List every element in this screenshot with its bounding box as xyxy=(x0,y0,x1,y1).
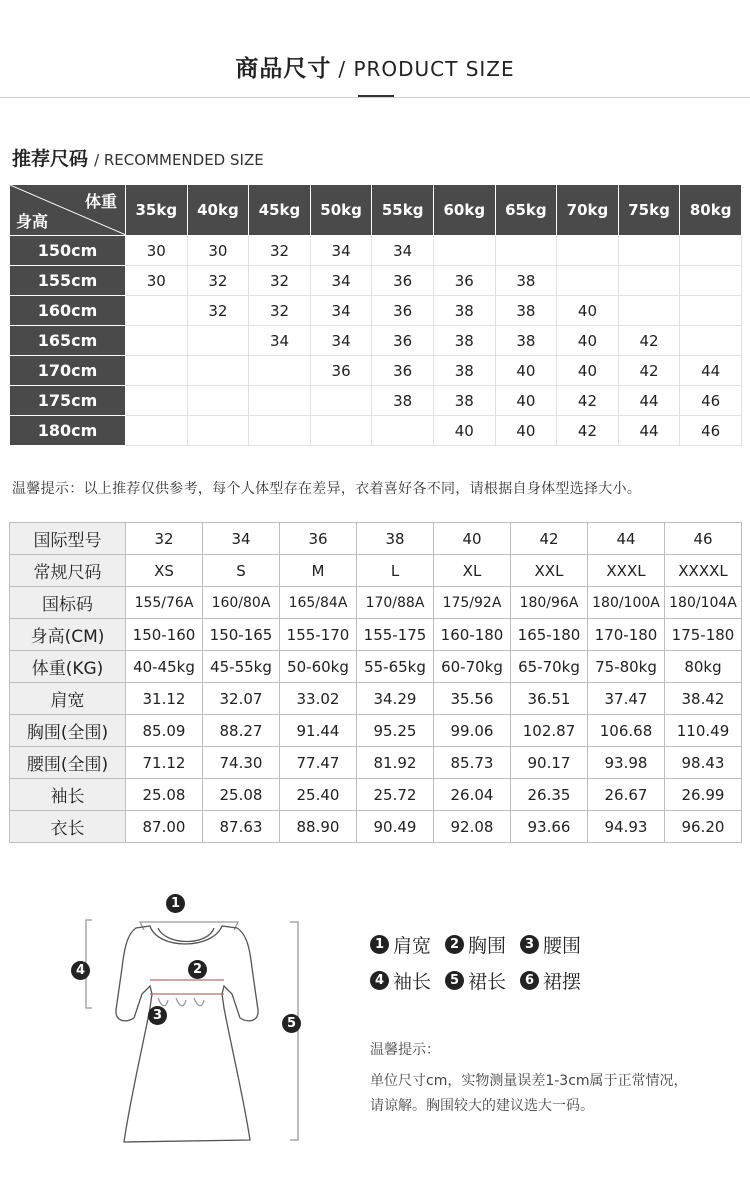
size-cell xyxy=(495,236,557,266)
legend-item xyxy=(445,967,506,994)
legend-number-icon: 4 xyxy=(370,971,389,990)
size-cell xyxy=(187,386,249,416)
size-cell: 30 xyxy=(126,236,188,266)
spec-cell: 74.30 xyxy=(203,747,280,779)
table-row xyxy=(10,555,742,587)
marker-5-icon: 5 xyxy=(282,1014,301,1033)
size-cell: 32 xyxy=(187,296,249,326)
spec-cell: 71.12 xyxy=(126,747,203,779)
size-cell: 38 xyxy=(495,296,557,326)
size-cell xyxy=(372,416,434,446)
legend-item xyxy=(370,967,431,994)
weight-header: 50kg xyxy=(310,185,372,236)
spec-label: 胸围(全围) xyxy=(10,715,126,747)
size-cell xyxy=(680,236,742,266)
size-cell: 40 xyxy=(557,356,619,386)
spec-cell: 96.20 xyxy=(665,811,742,843)
spec-cell: 106.68 xyxy=(588,715,665,747)
size-cell: 42 xyxy=(618,326,680,356)
table-row xyxy=(10,356,742,386)
spec-cell: 175/92A xyxy=(434,587,511,619)
table-row xyxy=(10,416,742,446)
height-header: 170cm xyxy=(10,356,126,386)
spec-cell: 180/104A xyxy=(665,587,742,619)
size-cell: 40 xyxy=(557,326,619,356)
spec-cell: 165-180 xyxy=(511,619,588,651)
size-cell: 40 xyxy=(495,356,557,386)
size-cell: 34 xyxy=(310,326,372,356)
spec-cell: 180/96A xyxy=(511,587,588,619)
size-cell xyxy=(249,356,311,386)
legend-number-icon: 3 xyxy=(520,935,539,954)
spec-cell: 99.06 xyxy=(434,715,511,747)
table-corner xyxy=(10,185,126,236)
weight-header: 75kg xyxy=(618,185,680,236)
spec-cell: 94.93 xyxy=(588,811,665,843)
spec-cell: 98.43 xyxy=(665,747,742,779)
size-cell: 38 xyxy=(495,326,557,356)
table-row xyxy=(10,779,742,811)
legend-label: 腰围 xyxy=(543,934,582,957)
measurement-legend xyxy=(370,926,595,998)
spec-cell: 35.56 xyxy=(434,683,511,715)
height-header: 175cm xyxy=(10,386,126,416)
size-cell: 30 xyxy=(126,266,188,296)
size-cell xyxy=(126,326,188,356)
size-cell: 44 xyxy=(618,386,680,416)
spec-label: 袖长 xyxy=(10,779,126,811)
spec-cell: 88.27 xyxy=(203,715,280,747)
legend-item xyxy=(370,931,431,958)
height-header: 155cm xyxy=(10,266,126,296)
size-cell: 38 xyxy=(433,356,495,386)
spec-cell: 45-55kg xyxy=(203,651,280,683)
spec-cell: 170-180 xyxy=(588,619,665,651)
spec-cell: 165/84A xyxy=(280,587,357,619)
marker-4-icon: 4 xyxy=(71,961,90,980)
size-cell: 36 xyxy=(372,326,434,356)
corner-weight-label: 体重 xyxy=(84,192,117,211)
table-row xyxy=(10,326,742,356)
spec-cell: 32.07 xyxy=(203,683,280,715)
spec-cell: 25.40 xyxy=(280,779,357,811)
spec-label: 常规尺码 xyxy=(10,555,126,587)
size-cell: 36 xyxy=(372,356,434,386)
size-cell: 46 xyxy=(680,416,742,446)
size-cell: 40 xyxy=(557,296,619,326)
size-cell xyxy=(557,236,619,266)
legend-label: 胸围 xyxy=(468,934,507,957)
size-cell: 46 xyxy=(680,386,742,416)
size-cell xyxy=(126,386,188,416)
size-cell: 38 xyxy=(433,326,495,356)
spec-cell: 34 xyxy=(203,523,280,555)
size-cell xyxy=(618,236,680,266)
spec-cell: XXXXL xyxy=(665,555,742,587)
table-row xyxy=(10,236,742,266)
size-cell xyxy=(680,266,742,296)
spec-cell: 92.08 xyxy=(434,811,511,843)
legend-label: 裙长 xyxy=(468,970,507,993)
spec-cell: 33.02 xyxy=(280,683,357,715)
spec-cell: XXXL xyxy=(588,555,665,587)
spec-cell: XS xyxy=(126,555,203,587)
height-header: 150cm xyxy=(10,236,126,266)
size-cell: 36 xyxy=(310,356,372,386)
spec-cell: 50-60kg xyxy=(280,651,357,683)
size-spec-table xyxy=(9,522,742,843)
page-title-cn: 商品尺寸 xyxy=(235,56,332,82)
page-title xyxy=(0,50,750,83)
spec-cell: 26.35 xyxy=(511,779,588,811)
size-cell: 34 xyxy=(310,236,372,266)
height-header: 160cm xyxy=(10,296,126,326)
legend-number-icon: 5 xyxy=(445,971,464,990)
recommended-size-table xyxy=(9,184,742,446)
size-cell: 38 xyxy=(433,386,495,416)
spec-cell: 90.17 xyxy=(511,747,588,779)
spec-cell: 65-70kg xyxy=(511,651,588,683)
legend-number-icon: 1 xyxy=(370,935,389,954)
size-cell xyxy=(618,266,680,296)
spec-cell: 102.87 xyxy=(511,715,588,747)
spec-cell: 75-80kg xyxy=(588,651,665,683)
spec-cell: 88.90 xyxy=(280,811,357,843)
table-row xyxy=(10,266,742,296)
spec-cell: 85.09 xyxy=(126,715,203,747)
spec-cell: 155/76A xyxy=(126,587,203,619)
size-cell xyxy=(249,386,311,416)
size-cell xyxy=(187,416,249,446)
size-cell xyxy=(680,326,742,356)
recommendation-tip: 温馨提示：以上推荐仅供参考，每个人体型存在差异，衣着喜好各不同，请根据自身体型选择大小。 xyxy=(12,481,642,497)
spec-cell: 87.00 xyxy=(126,811,203,843)
size-cell: 34 xyxy=(310,296,372,326)
note-text: 单位尺寸cm，实物测量误差1-3cm属于正常情况，请谅解。胸围较大的建议选大一码。 xyxy=(370,1073,688,1114)
size-cell xyxy=(557,266,619,296)
spec-cell: 93.98 xyxy=(588,747,665,779)
legend-label: 裙摆 xyxy=(543,970,582,993)
size-cell: 38 xyxy=(433,296,495,326)
legend-item xyxy=(520,931,581,958)
size-cell: 32 xyxy=(249,236,311,266)
spec-cell: 60-70kg xyxy=(434,651,511,683)
spec-cell: 31.12 xyxy=(126,683,203,715)
size-cell: 34 xyxy=(372,236,434,266)
note-title: 温馨提示： xyxy=(370,1042,440,1058)
weight-header: 55kg xyxy=(372,185,434,236)
spec-cell: 85.73 xyxy=(434,747,511,779)
spec-cell: 34.29 xyxy=(357,683,434,715)
spec-cell: 38 xyxy=(357,523,434,555)
weight-header: 80kg xyxy=(680,185,742,236)
spec-cell: 44 xyxy=(588,523,665,555)
spec-cell: 36 xyxy=(280,523,357,555)
height-header: 180cm xyxy=(10,416,126,446)
table-row xyxy=(10,683,742,715)
spec-label: 肩宽 xyxy=(10,683,126,715)
size-cell: 40 xyxy=(495,386,557,416)
spec-cell: 180/100A xyxy=(588,587,665,619)
size-cell xyxy=(126,416,188,446)
size-cell xyxy=(680,296,742,326)
table-row xyxy=(10,386,742,416)
weight-header: 70kg xyxy=(557,185,619,236)
spec-cell: 36.51 xyxy=(511,683,588,715)
spec-cell: 175-180 xyxy=(665,619,742,651)
dress-outline-icon xyxy=(62,890,312,1150)
spec-cell: 91.44 xyxy=(280,715,357,747)
spec-cell: 160/80A xyxy=(203,587,280,619)
spec-cell: 170/88A xyxy=(357,587,434,619)
corner-height-label: 身高 xyxy=(16,212,49,231)
spec-cell: 38.42 xyxy=(665,683,742,715)
size-cell: 40 xyxy=(433,416,495,446)
legend-item xyxy=(520,967,581,994)
spec-cell: 37.47 xyxy=(588,683,665,715)
size-cell: 32 xyxy=(249,266,311,296)
size-cell: 32 xyxy=(187,266,249,296)
header-divider xyxy=(0,97,750,98)
size-cell xyxy=(310,386,372,416)
size-cell xyxy=(187,326,249,356)
size-cell xyxy=(126,356,188,386)
spec-cell: 150-165 xyxy=(203,619,280,651)
spec-cell: L xyxy=(357,555,434,587)
spec-cell: 95.25 xyxy=(357,715,434,747)
size-cell: 38 xyxy=(372,386,434,416)
spec-cell: 46 xyxy=(665,523,742,555)
spec-label: 体重(KG) xyxy=(10,651,126,683)
weight-header: 65kg xyxy=(495,185,557,236)
spec-cell: 40-45kg xyxy=(126,651,203,683)
size-cell xyxy=(249,416,311,446)
spec-label: 衣长 xyxy=(10,811,126,843)
spec-label: 国际型号 xyxy=(10,523,126,555)
size-cell xyxy=(618,296,680,326)
page-header xyxy=(0,0,750,98)
marker-3-icon: 3 xyxy=(148,1006,167,1025)
size-cell: 34 xyxy=(249,326,311,356)
spec-cell: 155-170 xyxy=(280,619,357,651)
spec-cell: 26.99 xyxy=(665,779,742,811)
table-row xyxy=(10,651,742,683)
size-cell: 32 xyxy=(249,296,311,326)
page-title-en: / PRODUCT SIZE xyxy=(338,57,515,81)
spec-cell: 55-65kg xyxy=(357,651,434,683)
size-cell: 44 xyxy=(618,416,680,446)
spec-cell: XL xyxy=(434,555,511,587)
size-cell: 36 xyxy=(372,296,434,326)
weight-header: 45kg xyxy=(249,185,311,236)
spec-cell: 150-160 xyxy=(126,619,203,651)
spec-cell: 90.49 xyxy=(357,811,434,843)
measurement-note xyxy=(370,1038,700,1119)
size-cell xyxy=(433,236,495,266)
spec-cell: 77.47 xyxy=(280,747,357,779)
legend-number-icon: 6 xyxy=(520,971,539,990)
table-row xyxy=(10,296,742,326)
table-row xyxy=(10,523,742,555)
size-cell xyxy=(310,416,372,446)
recommended-title-cn: 推荐尺码 xyxy=(12,148,89,170)
spec-cell: 110.49 xyxy=(665,715,742,747)
height-header: 165cm xyxy=(10,326,126,356)
spec-cell: 26.04 xyxy=(434,779,511,811)
legend-item xyxy=(445,931,506,958)
spec-cell: 26.67 xyxy=(588,779,665,811)
marker-2-icon: 2 xyxy=(188,960,207,979)
spec-cell: 40 xyxy=(434,523,511,555)
weight-header: 35kg xyxy=(126,185,188,236)
size-cell xyxy=(126,296,188,326)
spec-cell: 87.63 xyxy=(203,811,280,843)
spec-cell: 155-175 xyxy=(357,619,434,651)
size-cell: 34 xyxy=(310,266,372,296)
spec-cell: 25.08 xyxy=(126,779,203,811)
spec-cell: 25.08 xyxy=(203,779,280,811)
spec-cell: 80kg xyxy=(665,651,742,683)
spec-label: 身高(CM) xyxy=(10,619,126,651)
size-cell: 36 xyxy=(372,266,434,296)
legend-label: 肩宽 xyxy=(393,934,432,957)
spec-cell: 25.72 xyxy=(357,779,434,811)
size-cell: 42 xyxy=(618,356,680,386)
spec-cell: 42 xyxy=(511,523,588,555)
recommended-title-en: / RECOMMENDED SIZE xyxy=(94,151,264,169)
legend-label: 袖长 xyxy=(393,970,432,993)
recommended-title xyxy=(12,144,264,171)
spec-cell: S xyxy=(203,555,280,587)
table-row xyxy=(10,747,742,779)
table-row xyxy=(10,619,742,651)
marker-1-icon: 1 xyxy=(166,894,185,913)
table-row xyxy=(10,811,742,843)
spec-cell: 81.92 xyxy=(357,747,434,779)
size-cell: 30 xyxy=(187,236,249,266)
size-cell: 38 xyxy=(495,266,557,296)
spec-label: 腰围(全围) xyxy=(10,747,126,779)
size-cell: 42 xyxy=(557,386,619,416)
size-cell: 40 xyxy=(495,416,557,446)
table-row xyxy=(10,587,742,619)
size-cell: 42 xyxy=(557,416,619,446)
size-cell: 44 xyxy=(680,356,742,386)
table-row xyxy=(10,715,742,747)
legend-number-icon: 2 xyxy=(445,935,464,954)
spec-cell: 160-180 xyxy=(434,619,511,651)
weight-header: 60kg xyxy=(433,185,495,236)
spec-cell: XXL xyxy=(511,555,588,587)
dress-diagram xyxy=(62,890,312,1150)
spec-label: 国标码 xyxy=(10,587,126,619)
spec-cell: 32 xyxy=(126,523,203,555)
spec-cell: M xyxy=(280,555,357,587)
size-cell xyxy=(187,356,249,386)
weight-header: 40kg xyxy=(187,185,249,236)
size-cell: 36 xyxy=(433,266,495,296)
spec-cell: 93.66 xyxy=(511,811,588,843)
